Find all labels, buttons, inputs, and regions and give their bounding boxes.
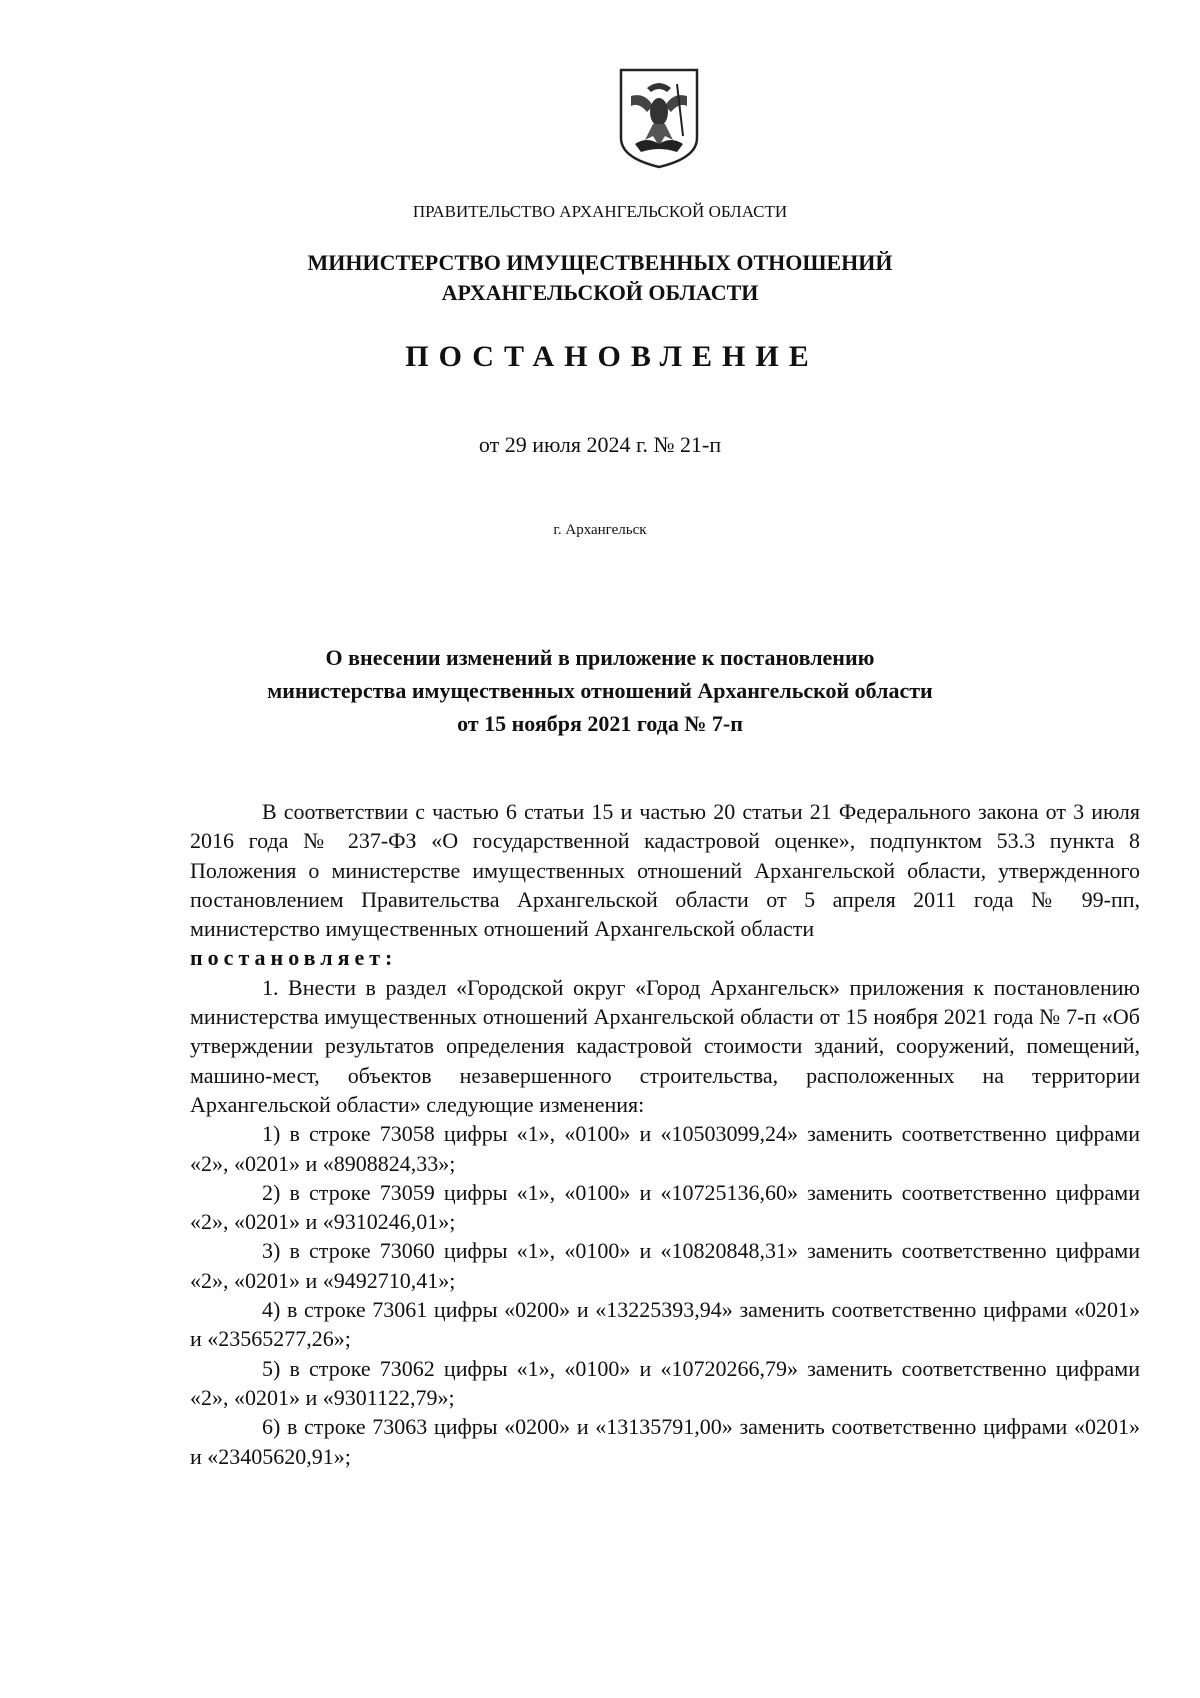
subject-line-3: от 15 ноября 2021 года № 7-п [457, 711, 743, 736]
list-item: 4) в строке 73061 цифры «0200» и «13225393,94» заменить соответственно цифрами «0201» и «23565277,26»; [190, 1297, 1140, 1352]
preamble-paragraph: В соответствии с частью 6 статьи 15 и частью 20 статьи 21 Федерального закона от 3 июля 2016 года № 237-ФЗ «О государственной кадастровой оценке», подпунктом 53.3 пункта 8 Положения о министерстве имущественных отношений Архангельской области, утвержденного постановлением Правительства Архангельской области от 5 апреля 2011 года № 99-пп, министерство имущественных отношений Архангельской области [190, 799, 1140, 942]
city-label: г. Архангельск [553, 522, 647, 538]
document-type-title: ПОСТАНОВЛЕНИЕ [405, 340, 819, 373]
list-item: 6) в строке 73063 цифры «0200» и «13135791,00» заменить соответственно цифрами «0201» и «23405620,91»; [190, 1414, 1140, 1469]
resolves-word: постановляет: [190, 945, 398, 971]
list-item: 5) в строке 73062 цифры «1», «0100» и «10720266,79» заменить соответственно цифрами «2», «0201» и «9301122,79»; [190, 1355, 1140, 1410]
list-item: 3) в строке 73060 цифры «1», «0100» и «10820848,31» заменить соответственно цифрами «2», «0201» и «9492710,41»; [190, 1238, 1140, 1293]
subject-line-1: О внесении изменений в приложение к постановлению [325, 645, 875, 670]
subject-heading [0, 641, 1200, 740]
subject-line-2: министерства имущественных отношений Архангельской области [267, 678, 933, 703]
date-and-number: от 29 июля 2024 г. № 21-п [478, 432, 722, 457]
document-body [190, 797, 1140, 1471]
ministry-line-2: АРХАНГЕЛЬСКОЙ ОБЛАСТИ [441, 280, 759, 305]
coat-of-arms-icon [617, 66, 701, 170]
list-item: 1) в строке 73058 цифры «1», «0100» и «10503099,24» заменить соответственно цифрами «2», «0201» и «8908824,33»; [190, 1121, 1140, 1176]
ministry-heading [0, 248, 1200, 308]
government-heading: ПРАВИТЕЛЬСТВО АРХАНГЕЛЬСКОЙ ОБЛАСТИ [412, 202, 788, 221]
list-item: 2) в строке 73059 цифры «1», «0100» и «10725136,60» заменить соответственно цифрами «2», «0201» и «9310246,01»; [190, 1179, 1140, 1235]
ministry-line-1: МИНИСТЕРСТВО ИМУЩЕСТВЕННЫХ ОТНОШЕНИЙ [307, 250, 893, 275]
clause-1-paragraph: 1. Внести в раздел «Городской округ «Город Архангельск» приложения к постановлению министерства имущественных отношений Архангельской области от 15 ноября 2021 года № 7-п «Об утверждении результатов определения кадастровой стоимости зданий, сооружений, помещений, машино-мест, объектов незавершенного строительства, расположенных на территории Архангельской области» следующие изменения: [190, 974, 1140, 1117]
